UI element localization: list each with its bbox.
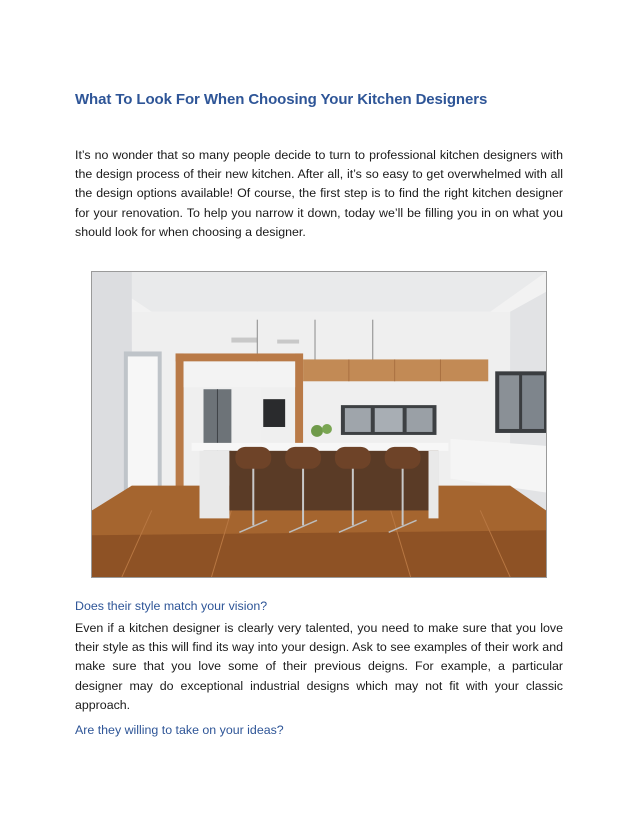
section2-heading: Are they willing to take on your ideas?: [75, 723, 284, 737]
intro-paragraph: It’s no wonder that so many people decide to turn to professional kitchen designers with the design process of their new kitchen. After all, it’s so easy to get overwhelmed with all the design options available! Of course, the first step is to find the right kitchen designer for your renovation. To help you narrow it down, today we’ll be filling you in on what you should look for when choosing a designer.: [75, 148, 563, 239]
section1-paragraph: Even if a kitchen designer is clearly very talented, you need to make sure that you love their style as this will find its way into your design. Ask to see examples of their work and make sure that you love some of their previous deigns. For example, a particular designer may do exceptional industrial designs which may not fit with your classic approach.: [75, 621, 563, 712]
document-title: What To Look For When Choosing Your Kitchen Designers: [75, 91, 488, 108]
section1-heading: Does their style match your vision?: [75, 599, 268, 613]
kitchen-illustration: [92, 272, 546, 577]
kitchen-photo: [91, 271, 547, 578]
